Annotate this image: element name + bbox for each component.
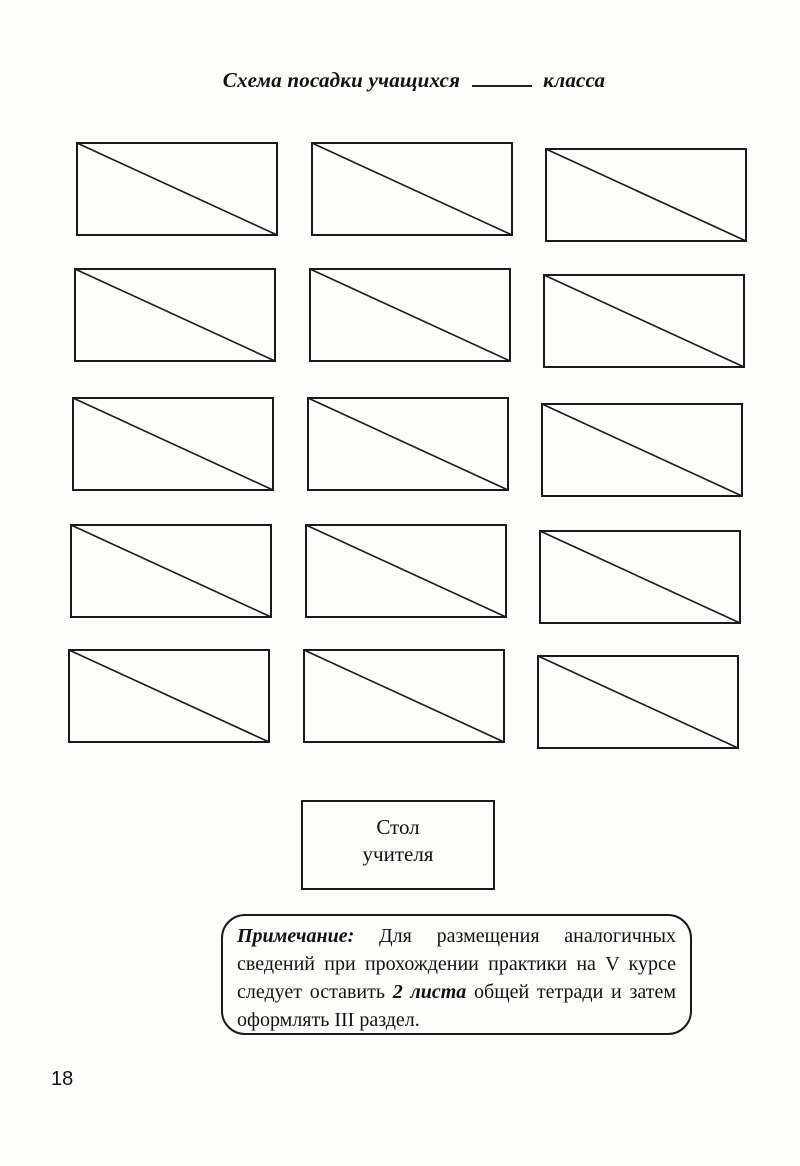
student-desk [304, 650, 504, 742]
page-number: 18 [51, 1068, 74, 1090]
title-text-before: Схема посадки учащихся [222, 68, 461, 92]
note-text-part2: общей тетради и затем оформлять III раздел. [237, 981, 677, 1031]
title-text-after: класса [543, 68, 606, 92]
student-desk [306, 525, 506, 617]
desk-diagonal [310, 269, 510, 361]
desk-diagonal [312, 143, 512, 235]
desk-diagonal [75, 269, 275, 361]
teacher-desk-line2: учителя [362, 842, 434, 866]
desk-diagonal [77, 143, 277, 235]
desk-diagonal [306, 525, 506, 617]
student-desk [73, 398, 273, 490]
desk-diagonal [546, 149, 746, 241]
student-desk [77, 143, 277, 235]
student-desk [538, 656, 738, 748]
student-desk [308, 398, 508, 490]
student-desk [71, 525, 271, 617]
desk-diagonal [538, 656, 738, 748]
note-text [237, 922, 676, 1034]
desk-diagonal [71, 525, 271, 617]
note-emphasis: 2 листа [392, 981, 467, 1003]
note-label: Примечание: [237, 925, 355, 947]
note-text-part1: Для размещения аналогичных сведений при прохождении практики на V курсе следует оставить [237, 925, 676, 1003]
student-desk [75, 269, 275, 361]
desk-diagonal [69, 650, 269, 742]
desk-diagonal [304, 650, 504, 742]
desk-diagonal [544, 275, 744, 367]
student-desk [542, 404, 742, 496]
note-box [221, 914, 692, 1035]
desk-diagonal [542, 404, 742, 496]
teacher-desk [301, 800, 495, 890]
desk-diagonal [73, 398, 273, 490]
student-desk [69, 650, 269, 742]
student-desk [310, 269, 510, 361]
student-desk [540, 531, 740, 623]
student-desk [544, 275, 744, 367]
desk-diagonal [540, 531, 740, 623]
student-desk [312, 143, 512, 235]
student-desk [546, 149, 746, 241]
desk-diagonal [308, 398, 508, 490]
teacher-desk-line1: Стол [376, 815, 420, 839]
